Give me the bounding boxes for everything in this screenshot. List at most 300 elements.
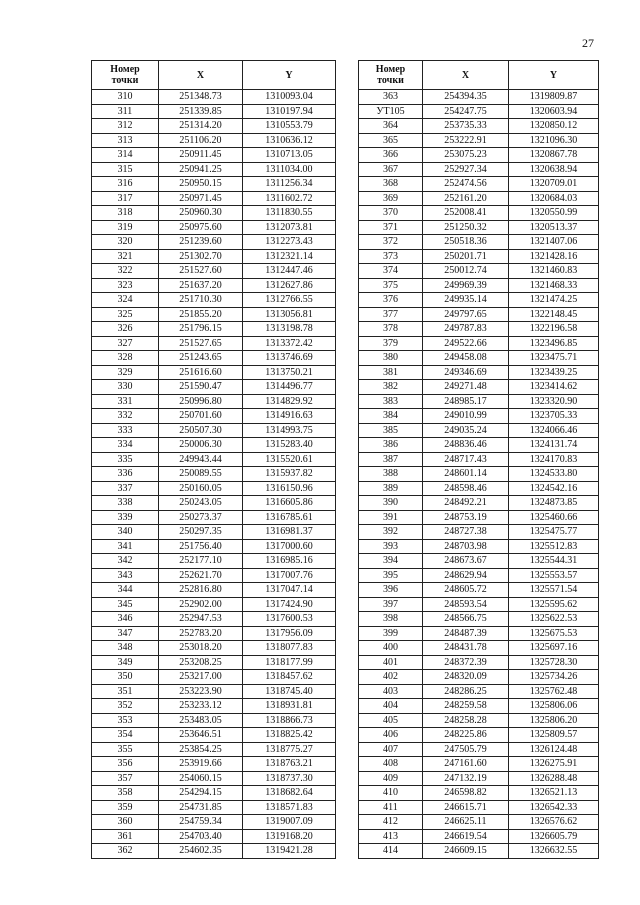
y-cell: 1321096.30 [509,133,599,148]
point-number-cell: 361 [92,829,159,844]
table-row [92,423,336,438]
y-cell: 1318177.99 [243,655,336,670]
point-number-cell: 402 [359,670,423,685]
table-row [92,583,336,598]
table-row [92,757,336,772]
x-cell: 248985.17 [423,394,509,409]
point-number-cell: 326 [92,322,159,337]
coordinates-table-right [358,60,599,859]
y-cell: 1325512.83 [509,539,599,554]
point-number-cell: 314 [92,148,159,163]
y-cell: 1317956.09 [243,626,336,641]
point-number-cell: 344 [92,583,159,598]
table-row [359,249,599,264]
x-cell: 247505.79 [423,742,509,757]
table-row [359,568,599,583]
point-number-cell: 408 [359,757,423,772]
y-cell: 1318763.21 [243,757,336,772]
point-number-cell: 395 [359,568,423,583]
x-cell: 250971.45 [159,191,243,206]
x-cell: 248717.43 [423,452,509,467]
point-number-cell: 331 [92,394,159,409]
y-cell: 1326576.62 [509,815,599,830]
x-cell: 251348.73 [159,90,243,105]
table-row [359,278,599,293]
table-row [359,583,599,598]
y-cell: 1311256.34 [243,177,336,192]
y-cell: 1326605.79 [509,829,599,844]
table-row [92,438,336,453]
table-row [359,829,599,844]
table-row [92,525,336,540]
y-cell: 1313372.42 [243,336,336,351]
x-cell: 246619.54 [423,829,509,844]
point-number-cell: 379 [359,336,423,351]
x-cell: 249035.24 [423,423,509,438]
point-number-cell: 360 [92,815,159,830]
table-row [92,452,336,467]
point-number-cell: 328 [92,351,159,366]
y-cell: 1321428.16 [509,249,599,264]
table-row [359,133,599,148]
header-y: Y [509,61,599,90]
y-cell: 1319168.20 [243,829,336,844]
point-number-cell: 364 [359,119,423,134]
table-row [359,800,599,815]
table-row [92,467,336,482]
y-cell: 1317424.90 [243,597,336,612]
table-row [92,844,336,859]
y-cell: 1317600.53 [243,612,336,627]
x-cell: 252474.56 [423,177,509,192]
x-cell: 248601.14 [423,467,509,482]
y-cell: 1320867.78 [509,148,599,163]
y-cell: 1313056.81 [243,307,336,322]
table-row [92,496,336,511]
table-row [359,525,599,540]
table-row [359,655,599,670]
x-cell: 253075.23 [423,148,509,163]
point-number-cell: 406 [359,728,423,743]
point-number-cell: 377 [359,307,423,322]
point-number-cell: 351 [92,684,159,699]
point-number-cell: 388 [359,467,423,482]
y-cell: 1325762.48 [509,684,599,699]
point-number-cell: 410 [359,786,423,801]
point-number-cell: 345 [92,597,159,612]
table-row [359,380,599,395]
y-cell: 1323705.33 [509,409,599,424]
x-cell: 249346.69 [423,365,509,380]
y-cell: 1326124.48 [509,742,599,757]
table-row [92,104,336,119]
x-cell: 251239.60 [159,235,243,250]
x-cell: 249969.39 [423,278,509,293]
table-row [359,409,599,424]
table-row [92,684,336,699]
table-row [359,90,599,105]
table-row [359,293,599,308]
x-cell: 248259.58 [423,699,509,714]
y-cell: 1318745.40 [243,684,336,699]
x-cell: 250089.55 [159,467,243,482]
x-cell: 248836.46 [423,438,509,453]
y-cell: 1315937.82 [243,467,336,482]
point-number-cell: 407 [359,742,423,757]
y-cell: 1318931.81 [243,699,336,714]
table-row [359,539,599,554]
table-row [359,713,599,728]
table-row [92,119,336,134]
table-row [92,815,336,830]
point-number-cell: 373 [359,249,423,264]
point-number-cell: 313 [92,133,159,148]
x-cell: 252177.10 [159,554,243,569]
point-number-cell: 374 [359,264,423,279]
point-number-cell: 404 [359,699,423,714]
table-row [92,713,336,728]
y-cell: 1326275.91 [509,757,599,772]
x-cell: 250012.74 [423,264,509,279]
point-number-cell: 372 [359,235,423,250]
point-number-cell: 352 [92,699,159,714]
table-row [359,641,599,656]
y-cell: 1320603.94 [509,104,599,119]
x-cell: 248286.25 [423,684,509,699]
y-cell: 1313198.78 [243,322,336,337]
point-number-cell: 310 [92,90,159,105]
table-row [92,655,336,670]
point-number-cell: 348 [92,641,159,656]
x-cell: 250701.60 [159,409,243,424]
x-cell: 251710.30 [159,293,243,308]
y-cell: 1325544.31 [509,554,599,569]
point-number-cell: 330 [92,380,159,395]
x-cell: 248727.38 [423,525,509,540]
y-cell: 1317007.76 [243,568,336,583]
y-cell: 1318737.30 [243,771,336,786]
table-row [359,844,599,859]
table-row [359,467,599,482]
x-cell: 251302.70 [159,249,243,264]
x-cell: 248320.09 [423,670,509,685]
table-row [359,684,599,699]
table-row [359,612,599,627]
table-row [92,568,336,583]
page-number: 27 [582,36,594,50]
x-cell: 249522.66 [423,336,509,351]
table-row [359,177,599,192]
y-cell: 1319421.28 [243,844,336,859]
y-cell: 1326632.55 [509,844,599,859]
table-row [359,496,599,511]
x-cell: 248629.94 [423,568,509,583]
x-cell: 250911.45 [159,148,243,163]
point-number-cell: 403 [359,684,423,699]
x-cell: 246625.11 [423,815,509,830]
table-row [92,626,336,641]
y-cell: 1325734.26 [509,670,599,685]
y-cell: 1311034.00 [243,162,336,177]
table-row [359,206,599,221]
x-cell: 248431.78 [423,641,509,656]
x-cell: 248487.39 [423,626,509,641]
x-cell: 253223.90 [159,684,243,699]
table-row [92,394,336,409]
point-number-cell: 392 [359,525,423,540]
y-cell: 1324873.85 [509,496,599,511]
point-number-cell: 343 [92,568,159,583]
table-row [359,510,599,525]
table-row [359,394,599,409]
x-cell: 251339.85 [159,104,243,119]
x-cell: 254759.34 [159,815,243,830]
x-cell: 252816.80 [159,583,243,598]
table-row [359,162,599,177]
point-number-cell: 400 [359,641,423,656]
point-number-cell: 382 [359,380,423,395]
header-x: X [159,61,243,90]
table-row [92,351,336,366]
y-cell: 1320513.37 [509,220,599,235]
y-cell: 1313750.21 [243,365,336,380]
point-number-cell: 322 [92,264,159,279]
table-row [92,510,336,525]
y-cell: 1314916.63 [243,409,336,424]
x-cell: 250996.80 [159,394,243,409]
table-row [92,786,336,801]
table-row [92,539,336,554]
table-row [92,597,336,612]
point-number-cell: 387 [359,452,423,467]
x-cell: 248492.21 [423,496,509,511]
y-cell: 1325475.77 [509,525,599,540]
point-number-cell: 346 [92,612,159,627]
table-row [92,177,336,192]
point-number-cell: 378 [359,322,423,337]
x-cell: 252008.41 [423,206,509,221]
y-cell: 1312627.86 [243,278,336,293]
y-cell: 1324533.80 [509,467,599,482]
y-cell: 1320850.12 [509,119,599,134]
y-cell: 1326521.13 [509,786,599,801]
table-row [359,452,599,467]
point-number-cell: 339 [92,510,159,525]
x-cell: 254602.35 [159,844,243,859]
point-number-cell: 334 [92,438,159,453]
table-row [359,307,599,322]
point-number-cell: 358 [92,786,159,801]
y-cell: 1325460.66 [509,510,599,525]
table-row [92,409,336,424]
x-cell: 252902.00 [159,597,243,612]
y-cell: 1314496.77 [243,380,336,395]
table-row [92,336,336,351]
point-number-cell: 323 [92,278,159,293]
x-cell: 253646.51 [159,728,243,743]
table-row [359,351,599,366]
y-cell: 1319809.87 [509,90,599,105]
table-row [359,626,599,641]
table-row [359,481,599,496]
point-number-cell: 413 [359,829,423,844]
point-number-cell: 409 [359,771,423,786]
point-number-cell: 414 [359,844,423,859]
y-cell: 1312447.46 [243,264,336,279]
x-cell: 248593.54 [423,597,509,612]
point-number-cell: 325 [92,307,159,322]
point-number-cell: 340 [92,525,159,540]
x-cell: 254060.15 [159,771,243,786]
x-cell: 251527.60 [159,264,243,279]
point-number-cell: 315 [92,162,159,177]
point-number-cell: 397 [359,597,423,612]
y-cell: 1310553.79 [243,119,336,134]
x-cell: 249797.65 [423,307,509,322]
y-cell: 1321407.06 [509,235,599,250]
point-number-cell: 353 [92,713,159,728]
y-cell: 1316981.37 [243,525,336,540]
x-cell: 254731.85 [159,800,243,815]
y-cell: 1312321.14 [243,249,336,264]
x-cell: 251796.15 [159,322,243,337]
x-cell: 248605.72 [423,583,509,598]
x-cell: 253018.20 [159,641,243,656]
point-number-cell: 368 [359,177,423,192]
y-cell: 1325571.54 [509,583,599,598]
table-row [359,597,599,612]
y-cell: 1322148.45 [509,307,599,322]
y-cell: 1320684.03 [509,191,599,206]
x-cell: 250160.05 [159,481,243,496]
x-cell: 251756.40 [159,539,243,554]
point-number-cell: 389 [359,481,423,496]
table-row [359,786,599,801]
y-cell: 1311602.72 [243,191,336,206]
x-cell: 250273.37 [159,510,243,525]
table-row [92,220,336,235]
x-cell: 250507.30 [159,423,243,438]
y-cell: 1310636.12 [243,133,336,148]
y-cell: 1318571.83 [243,800,336,815]
x-cell: 253222.91 [423,133,509,148]
header-point-line1: Номер [375,64,406,75]
y-cell: 1310713.05 [243,148,336,163]
x-cell: 250243.05 [159,496,243,511]
x-cell: 251616.60 [159,365,243,380]
y-cell: 1314993.75 [243,423,336,438]
x-cell: 253217.00 [159,670,243,685]
y-cell: 1314829.92 [243,394,336,409]
x-cell: 251637.20 [159,278,243,293]
table-row [359,148,599,163]
y-cell: 1320638.94 [509,162,599,177]
x-cell: 246598.82 [423,786,509,801]
table-row [92,264,336,279]
x-cell: 254294.15 [159,786,243,801]
x-cell: 249935.14 [423,293,509,308]
table-row [92,206,336,221]
x-cell: 250006.30 [159,438,243,453]
y-cell: 1325806.20 [509,713,599,728]
y-cell: 1326542.33 [509,800,599,815]
y-cell: 1321468.33 [509,278,599,293]
y-cell: 1312073.81 [243,220,336,235]
point-number-cell: 386 [359,438,423,453]
point-number-cell: 359 [92,800,159,815]
x-cell: 246615.71 [423,800,509,815]
y-cell: 1325675.53 [509,626,599,641]
x-cell: 246609.15 [423,844,509,859]
x-cell: 252927.34 [423,162,509,177]
y-cell: 1325595.62 [509,597,599,612]
y-cell: 1318866.73 [243,713,336,728]
header-point-number [359,61,423,90]
table-row [92,235,336,250]
y-cell: 1312766.55 [243,293,336,308]
table-row [359,742,599,757]
table-row [92,293,336,308]
table-row [92,771,336,786]
table-row [92,249,336,264]
x-cell: 248225.86 [423,728,509,743]
table-row [92,278,336,293]
coordinates-table-left [91,60,336,859]
table-header-row [359,61,599,90]
point-number-cell: 380 [359,351,423,366]
point-number-cell: 370 [359,206,423,221]
point-number-cell: 405 [359,713,423,728]
x-cell: 248566.75 [423,612,509,627]
x-cell: 252161.20 [423,191,509,206]
point-number-cell: 342 [92,554,159,569]
x-cell: 253735.33 [423,119,509,134]
y-cell: 1318775.27 [243,742,336,757]
point-number-cell: 399 [359,626,423,641]
x-cell: 250201.71 [423,249,509,264]
y-cell: 1315520.61 [243,452,336,467]
y-cell: 1310197.94 [243,104,336,119]
point-number-cell: 394 [359,554,423,569]
table-row [92,829,336,844]
point-number-cell: 316 [92,177,159,192]
x-cell: 254703.40 [159,829,243,844]
table-row [92,380,336,395]
table-row [92,641,336,656]
point-number-cell: 363 [359,90,423,105]
y-cell: 1315283.40 [243,438,336,453]
x-cell: 251250.32 [423,220,509,235]
y-cell: 1321474.25 [509,293,599,308]
x-cell: 248673.67 [423,554,509,569]
point-number-cell: 391 [359,510,423,525]
table-row [359,235,599,250]
point-number-cell: 327 [92,336,159,351]
table-row [92,699,336,714]
y-cell: 1318077.83 [243,641,336,656]
x-cell: 248372.39 [423,655,509,670]
header-point-line2: точки [377,75,404,86]
y-cell: 1313746.69 [243,351,336,366]
point-number-cell: 357 [92,771,159,786]
point-number-cell: 311 [92,104,159,119]
table-row [92,742,336,757]
x-cell: 254247.75 [423,104,509,119]
y-cell: 1318825.42 [243,728,336,743]
point-number-cell: 329 [92,365,159,380]
x-cell: 249943.44 [159,452,243,467]
table-row [359,670,599,685]
